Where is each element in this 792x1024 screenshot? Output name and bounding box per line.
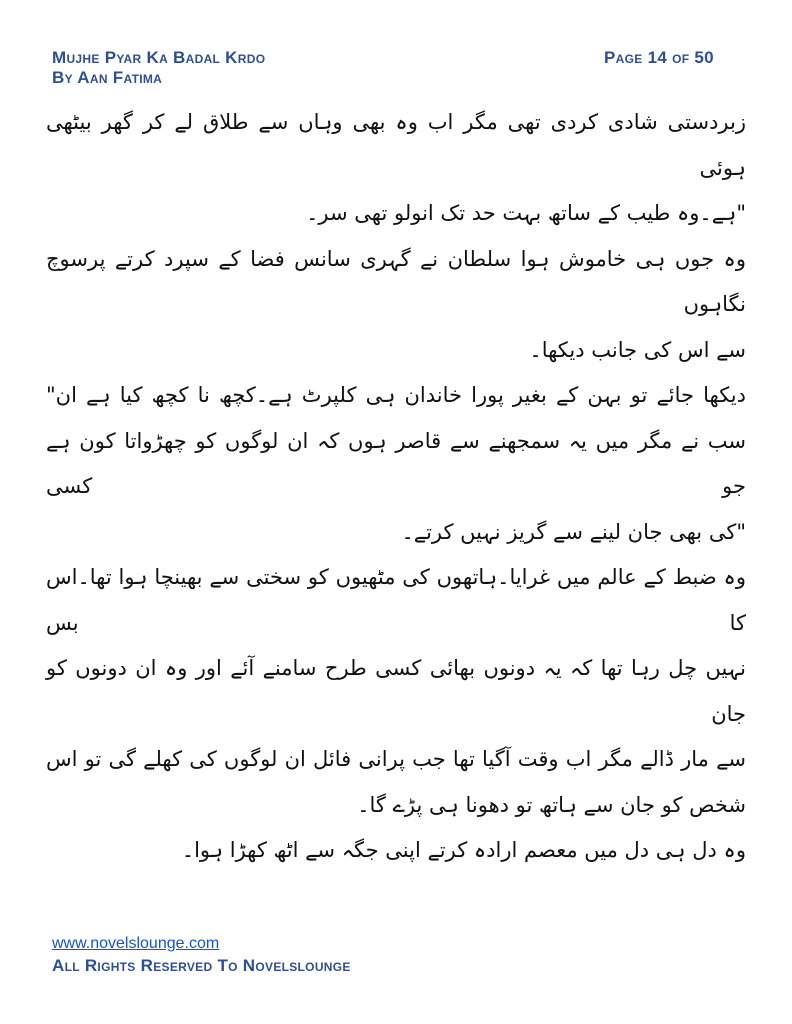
text-line: "کی بھی جان لینے سے گریز نہیں کرتے۔ (401, 519, 746, 544)
text-line: نہیں چل رہا تھا کہ یہ دونوں بھائی کسی طرح سامنے آئے اور وہ ان دونوں کو جان (46, 656, 746, 726)
text-line: دیکھا جائے تو بہن کے بغیر پورا خاندان ہی کلپرٹ ہے۔کچھ نا کچھ کیا ہے ان" (46, 383, 746, 407)
page-body-text (46, 100, 746, 874)
website-link[interactable]: www.novelslounge.com (52, 935, 220, 952)
text-line: وہ دل ہی دل میں معصم ارادہ کرتے اپنی جگہ سے اٹھ کھڑا ہوا۔ (181, 838, 746, 862)
text-line: سے اس کی جانب دیکھا۔ (529, 337, 746, 362)
rights-notice: All Rights Reserved To Novelslounge (52, 956, 351, 975)
text-line: "ہے۔وہ طیب کے ساتھ بہت حد تک انولو تھی سر۔ (306, 201, 746, 225)
text-line: سب نے مگر میں یہ سمجھنے سے قاصر ہوں کہ ان لوگوں کو چھڑواتا کون ہے جو کسی (46, 428, 746, 498)
text-line: وہ جوں ہی خاموش ہوا سلطان نے گہری سانس فضا کے سپرد کرتے پرسوچ نگاہوں (46, 246, 746, 316)
page-number: Page 14 of 50 (604, 48, 714, 67)
text-line: وہ ضبط کے عالم میں غرایا۔ہاتھوں کی مٹھیوں کو سختی سے بھینچا ہوا تھا۔اس کا بس (46, 565, 746, 635)
author-name: By Aan Fatima (52, 68, 163, 87)
text-line: شخص کو جان سے ہاتھ تو دھونا ہی پڑے گا۔ (357, 792, 746, 817)
text-line: سے مار ڈالے مگر اب وقت آگیا تھا جب پرانی فائل ان لوگوں کی کھلے گی تو اس (46, 747, 746, 771)
text-line: زبردستی شادی کردی تھی مگر اب وہ بھی وہاں سے طلاق لے کر گھر بیٹھی ہوئی (46, 110, 746, 180)
novel-title: Mujhe Pyar Ka Badal Krdo (52, 48, 266, 67)
